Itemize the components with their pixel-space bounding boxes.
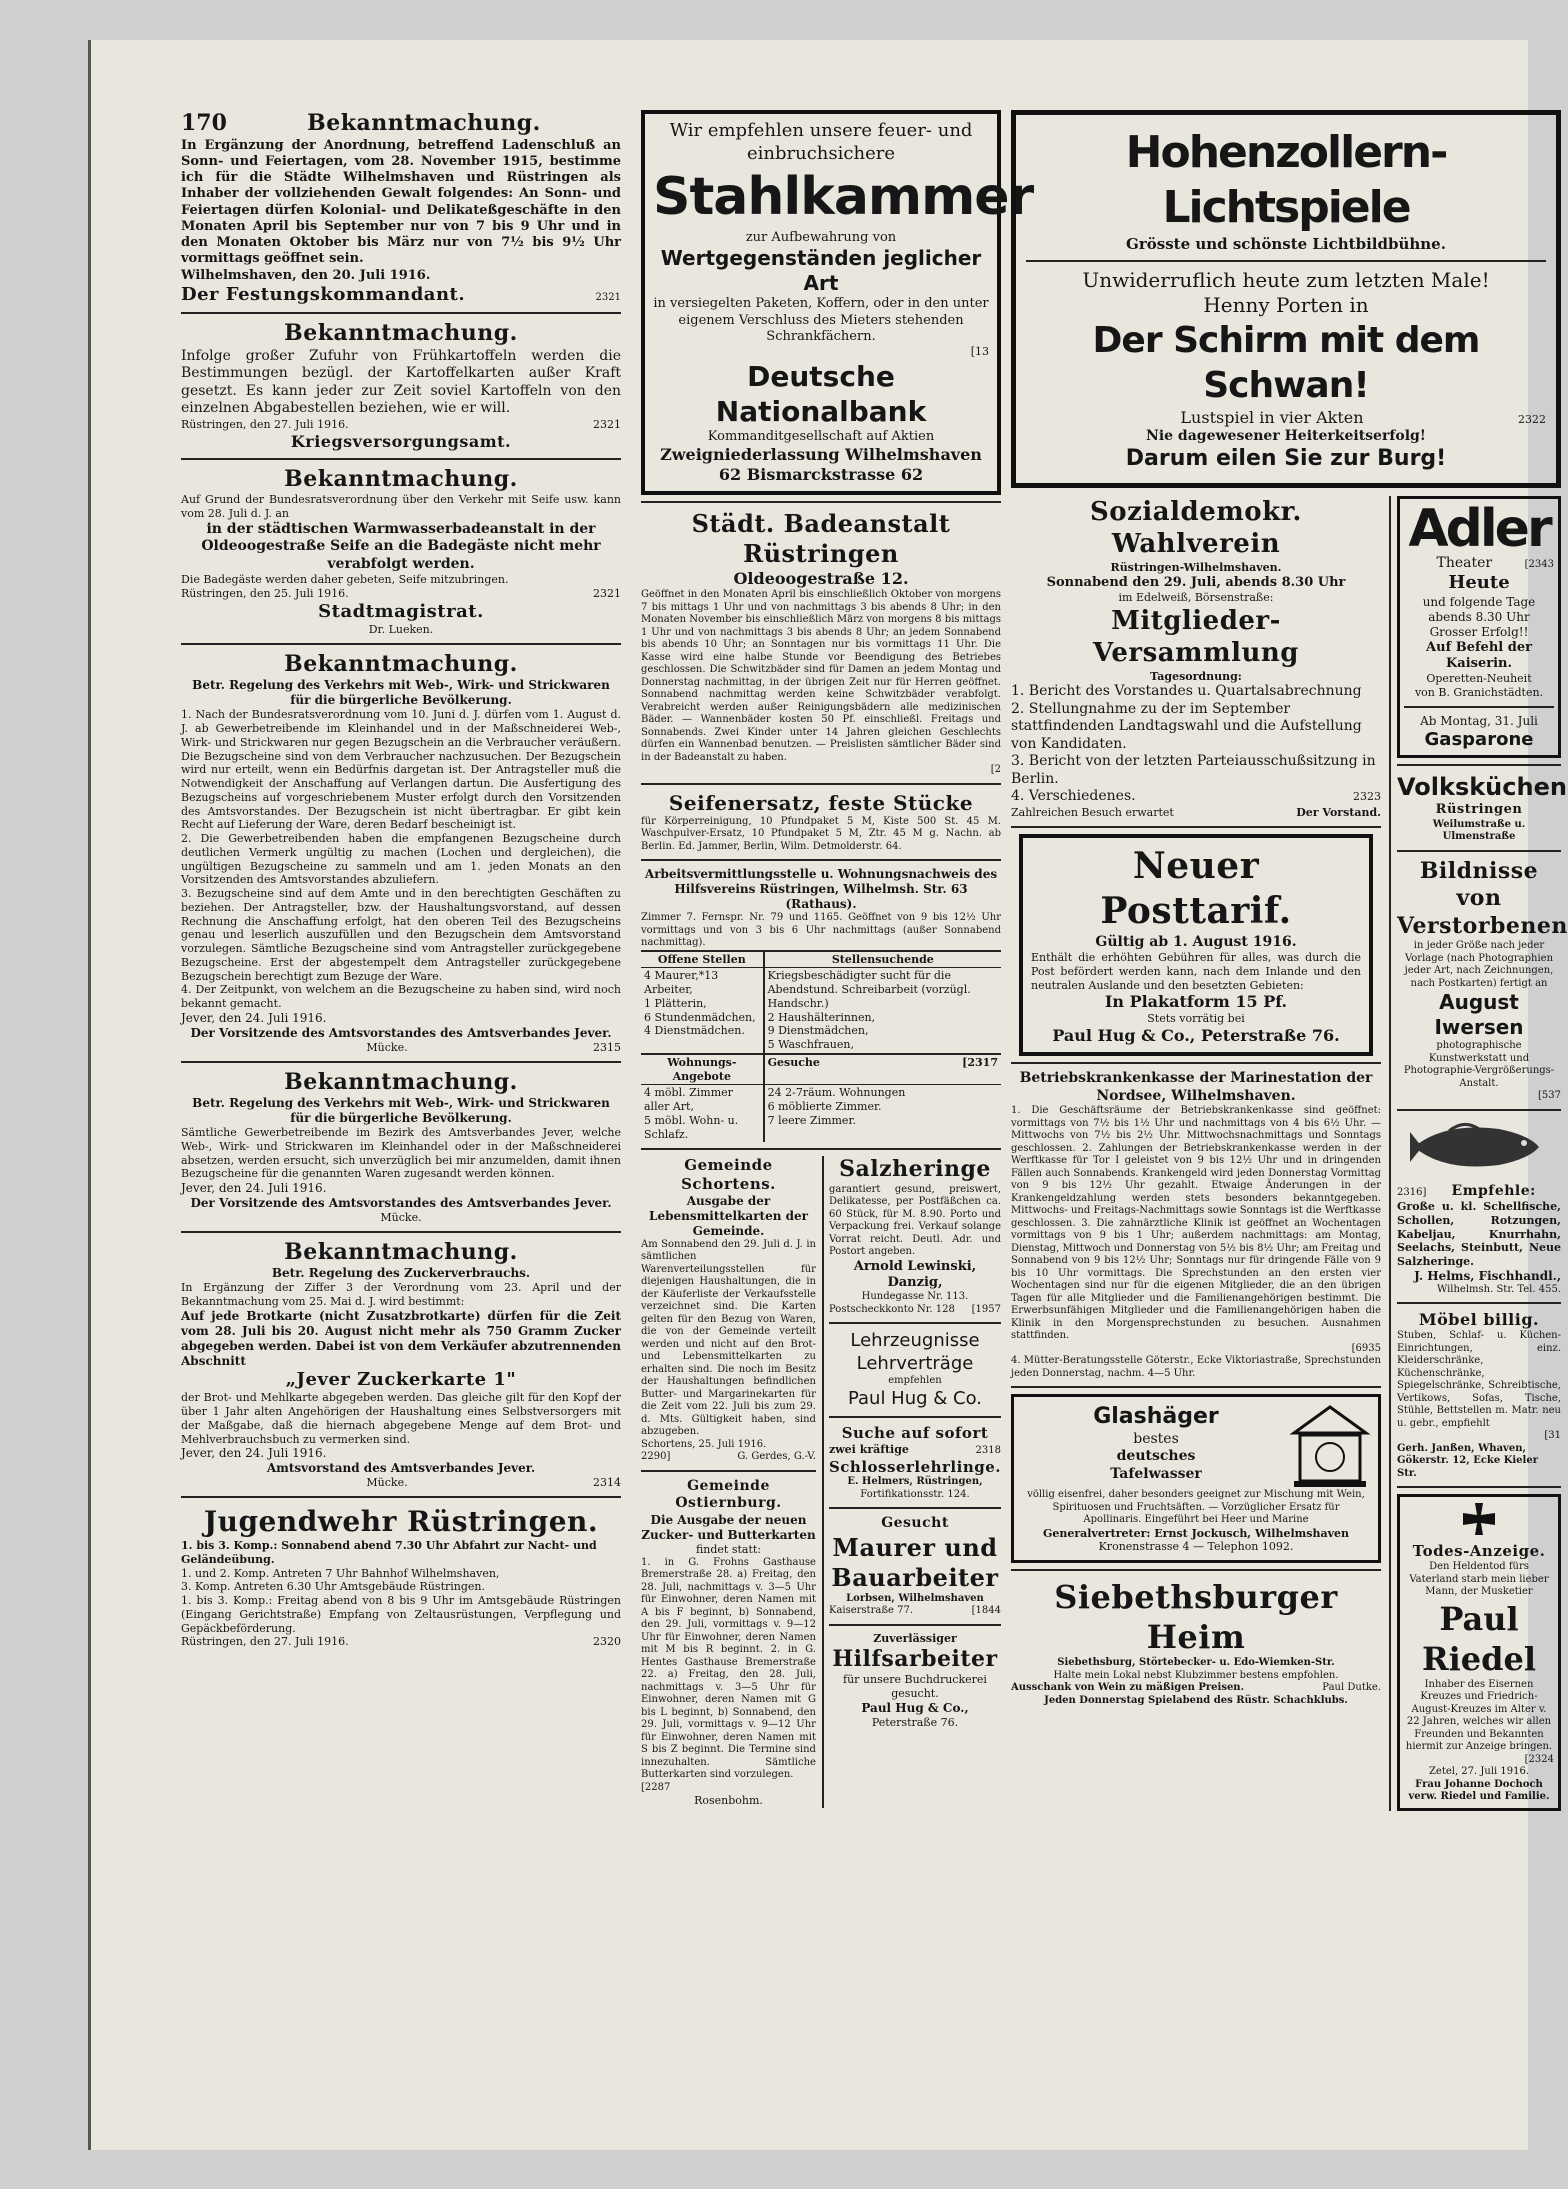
jugendwehr-line-3: 3. Komp. Antreten 6.30 Uhr Amtsgebäude Rüstringen. <box>181 1580 485 1594</box>
notice-4-para-1: 1. Nach der Bundesratsverordnung vom 10. Juni d. J. dürfen vom 1. August d. J. ab Gewerbetreibende im Kleinhandel und in der Maßschneiderei Web-, Wirk- und Strickwaren nur gegen Bezugschein an die Verbraucher veräußern. Die Bezugscheine sind von dem Verbraucher nachzusuchen. Der Bezugschein wird nur erteilt, wenn ein Bedürfnis dargetan ist. Der Antragsteller muß die Notwendigkeit der Anschaffung auf Verlangen dartun. Die Ausfertigung des Bezugscheins auf vorgeschriebenem Muster erfolgt durch den Vorsitzenden des Amtsvorstandes. Der Bezugschein ist nicht übertragbar. Er gibt kein Recht auf Lieferung der Ware, deren Bedarf bescheinigt ist. <box>181 708 621 832</box>
ostiernburg-title: Gemeinde Ostiernburg. <box>675 1477 782 1512</box>
stahlkammer-ad <box>641 110 1034 495</box>
col-header-offene-stellen: Offene Stellen <box>657 952 746 966</box>
divider <box>829 1322 1001 1324</box>
col2-split-section <box>641 1156 1001 1808</box>
divider <box>1026 260 1546 262</box>
todes-name-2: Riedel <box>1422 1639 1536 1678</box>
notice-6-text2: der Brot- und Mehlkarte abgegeben werden. Das gleiche gilt für den Kopf der über 1 Jahr alten Angehörigen der Haushaltung eines Selbstversorgers mit der Maßgabe, daß die hiernach abgegebene Menge auf dem Brot- und Mehlverbrauchsbuch zu vermerken sind. <box>181 1391 621 1446</box>
siebethsburg-line-2: Ausschank von Wein zu mäßigen Preisen. <box>1011 1682 1245 1693</box>
notice-4-number: 2315 <box>593 1040 621 1054</box>
bkk-title: Betriebskrankenkasse der Marinestation der Nordsee, Wilhelmshaven. <box>1019 1070 1373 1104</box>
hohenzollern-number: 2322 <box>1518 412 1546 426</box>
todes-date: Zetel, 27. Juli 1916. <box>1428 1766 1530 1777</box>
maurer-number: [1844 <box>971 1605 1001 1617</box>
fisch-name: J. Helms, Fischhandl., <box>1414 1268 1561 1283</box>
lehrzeugnisse-line-2: Lehrverträge <box>856 1352 974 1374</box>
list-item: 6 Stundenmädchen, <box>644 1010 756 1024</box>
gesuche-list <box>764 1085 1001 1143</box>
bkk-text: 1. Die Geschäftsräume der Betriebskrankenkasse sind geöffnet: vormittags von 7½ bis 1½ Uhr und nachmittags von 4 bis 6½ Uhr. — Mittwochs von 7½ bis 2½ Uhr. Mittwochsnachmittags und Sonntags geschlossen. 2. Zahlungen der Betriebskrankenkasse werden in der Werftkasse für Tor I geleistet von 9 bis 12½ Uhr und in dringenden Fällen auch Sonnabends. Krankengeld wird jeden Donnerstag Vormittag von 9 bis 12½ Uhr gezahlt. Etwaige Änderungen in der Krankengeldzahlung werden stets besonders bekanntgegeben. Mittwochs- und Freitags-Nachmittags sowie Sonntags ist die Werftkasse geschlossen. 3. Die zahnärztliche Klinik ist geöffnet an Wochentagen vormittags von 9 bis 1 Uhr; außerdem nachmittags: am Montag, Dienstag, Mittwoch und Donnerstag von 5½ bis 8½ Uhr; am Freitag und Sonnabend von 9 bis 12½ Uhr; Sonntags nur für dringende Fälle von 9 bis 10 Uhr vormittags. Die Sprechstunden an den ersten vier Wochentagen sind nur für die eigenen Mitglieder, die an den übrigen Tagen für alle Mitglieder und die Familienangehörigen bestimmt. Die Erwerbsunfähigen Mitglieder und die Familienangehörigen haben die Klinik in den Morgensprechstunden zu besuchen. Ausnahmen stattfinden. <box>1011 1105 1381 1341</box>
adler-line-3: abends 8.30 Uhr <box>1428 609 1530 624</box>
list-item: 24 2-7räum. Wohnungen <box>767 1086 906 1100</box>
badeanstalt-subtitle: Oldeoogestraße 12. <box>733 569 909 588</box>
agenda-item-2: 2. Stellungnahme zu der im September stattfindenden Landtagswahl und die Aufstellung von Kandidaten. <box>1011 700 1362 752</box>
adler-line-9: Gasparone <box>1424 728 1534 750</box>
divider <box>181 1496 621 1498</box>
siebethsburg-line-3: Jeden Donnerstag Spielabend des Rüstr. Schachklubs. <box>1044 1694 1348 1706</box>
salzheringe-postscheck: Postscheckkonto Nr. 128 <box>828 1303 955 1315</box>
col-header-wohnungs-angebote: Wohnungs-Angebote <box>667 1055 737 1083</box>
wahlverein-subtitle: Rüstringen-Wilhelmshaven. <box>1110 560 1282 574</box>
posttarif-subtitle: Gültig ab 1. August 1916. <box>1095 933 1297 950</box>
list-item: 5 Waschfrauen, <box>767 1038 854 1051</box>
temple-logo-icon <box>1290 1403 1370 1489</box>
adler-line-4: Grosser Erfolg!! <box>1429 624 1529 639</box>
schlosser-subtitle: zwei kräftige <box>828 1443 909 1456</box>
salzheringe-name: Arnold Lewinski, Danzig, <box>853 1258 977 1290</box>
schortens-text: Am Sonnabend den 29. Juli d. J. in sämtlichen Warenverteilungsstellen für diejenigen Haushaltungen, die in der Käuferliste der Verkaufsstelle verzeichnet sind. Die Karten gelten für den Bezug von Waren, die von der Gemeinde verteilt werden und nicht auf den Brot- und Lebensmittelkarten zu erhalten sind. Die noch im Besitz der Haushaltungen befindlichen Butter- und Margarinekarten für die Zeit vom 22. Juli bis zum 29. d. Mts. Gültigkeit haben, sind abzugeben. <box>641 1238 816 1438</box>
notice-4-heading: Bekanntmachung. <box>284 650 518 677</box>
list-item: 4 Dienstmädchen. <box>644 1024 745 1038</box>
adler-line-8: Ab Montag, 31. Juli <box>1420 713 1538 728</box>
ostiernburg-subtitle-2: findet statt: <box>695 1542 762 1556</box>
hohenzollern-line-5: Darum eilen Sie zur Burg! <box>1125 446 1447 472</box>
divider <box>641 1148 1001 1150</box>
notice-4-subject: Betr. Regelung des Verkehrs mit Web-, Wirk- und Strickwaren für die bürgerliche Bevölkerung. <box>192 678 610 708</box>
stellensuchende-list <box>764 968 1001 1054</box>
maurer-name: Lorbsen, Wilhelmshaven <box>846 1592 984 1604</box>
col-header-stellensuchende: Stellensuchende <box>764 951 1001 968</box>
divider <box>641 783 1001 785</box>
notice-3-signature-name: Dr. Lueken. <box>368 623 434 636</box>
notice-6-signature: Amtsvorstand des Amtsverbandes Jever. <box>266 1461 536 1476</box>
ostiernburg-number: [2287 <box>641 1781 671 1793</box>
todes-number: [2324 <box>1524 1753 1554 1765</box>
notice-4-para-2: 2. Die Gewerbetreibenden haben die empfangenen Bezugscheine durch deutlichen Vermerk ungültig zu machen (Lochen und dergleichen), die ungültigen Bezugscheine zu sammeln und am 1. jeden Monats an den Vorsitzenden des Amtsvorstandes abzuliefern. <box>181 832 621 887</box>
todes-signature: Frau Johanne Dochoch verw. Riedel und Familie. <box>1408 1778 1550 1802</box>
adler-theater-ad <box>1397 496 1561 759</box>
bildnisse-text: in jeder Größe nach jeder Vorlage (nach Photographien jeder Art, nach Zeichnungen, nach Postkarten) fertigt an <box>1404 940 1554 989</box>
salzheringe-text: garantiert gesund, preiswert, Delikatesse, per Postfäßchen ca. 60 Stück, für M. 8.90. Porto und Verpackung frei. Verkauf solange Vorrat reicht. Deutl. Adr. und Postort angeben. <box>828 1183 1001 1258</box>
maurer-big-1: Maurer und <box>832 1532 998 1562</box>
todes-text: Den Heldentod fürs Vaterland starb mein lieber Mann, der Musketier <box>1409 1561 1549 1597</box>
divider <box>1011 826 1381 828</box>
gesuche-label: Gesuche <box>767 1055 820 1069</box>
divider <box>181 1231 621 1233</box>
moebel-name: Gerh. Janßen, Whaven, Gökerstr. 12, Ecke Kieler Str. <box>1397 1442 1538 1479</box>
hilfsarbeiter-name: Paul Hug & Co., <box>861 1700 969 1715</box>
list-item: 9 Dienstmädchen, <box>767 1024 869 1038</box>
notice-2-text: Infolge großer Zufuhr von Frühkartoffeln werden die Bestimmungen bezügl. der Kartoffelkarten außer Kraft gesetzt. Es kann jeder zur Zeit soviel Kartoffeln von den einzelnen Abgabestellen beziehen, wie er will. <box>181 347 621 417</box>
seifenersatz-title: Seifenersatz, feste Stücke <box>668 790 974 815</box>
hohenzollern-line-3: Lustspiel in vier Akten <box>1180 407 1364 427</box>
glashaeger-title: Glashäger <box>1093 1404 1219 1429</box>
fish-icon <box>1404 1117 1554 1177</box>
maurer-intro: Gesucht <box>881 1515 949 1532</box>
adler-line-2: und folgende Tage <box>1422 594 1536 609</box>
lehrzeugnisse-ad <box>829 1330 1001 1410</box>
hohenzollern-line-4: Nie dagewesener Heiterkeitserfolg! <box>1146 427 1426 444</box>
divider <box>181 643 621 645</box>
schortens-date: Schortens, 25. Juli 1916. <box>641 1438 767 1450</box>
stahlkammer-line-3: Wertgegenständen jeglicher Art <box>660 246 982 296</box>
page-number: 170 <box>181 110 227 136</box>
posttarif-line-3: Paul Hug & Co., Peterstraße 76. <box>1052 1026 1340 1045</box>
notice-6-subject: Betr. Regelung des Zuckerverbrauchs. <box>271 1266 531 1281</box>
jugendwehr-date: Rüstringen, den 27. Juli 1916. <box>181 1635 349 1649</box>
fisch-address: Wilhelmsh. Str. Tel. 455. <box>1436 1283 1561 1295</box>
notice-5-heading: Bekanntmachung. <box>284 1068 518 1095</box>
col3-row-1-left <box>1011 496 1381 1811</box>
hohenzollern-film-title: Der Schirm mit dem Schwan! <box>1092 319 1480 406</box>
siebethsburg-subtitle: Siebethsburg, Störtebecker- u. Edo-Wiemken-Str. <box>1057 1657 1335 1668</box>
adler-title: Adler <box>1408 498 1550 559</box>
salzheringe-title: Salzheringe <box>839 1156 991 1183</box>
jugendwehr-line-2: 1. und 2. Komp. Antreten 7 Uhr Bahnhof Wilhelmshaven, <box>181 1566 500 1580</box>
schlosser-title: Suche auf sofort <box>841 1424 989 1443</box>
divider <box>829 1416 1001 1418</box>
notice-3-signature: Stadtmagistrat. <box>318 600 484 622</box>
schortens-signature: G. Gerdes, G.-V. <box>737 1451 816 1463</box>
notice-5-signature-name: Mücke. <box>380 1211 422 1224</box>
divider <box>1397 764 1561 766</box>
notice-2-number: 2321 <box>593 417 621 431</box>
todes-title: Todes-Anzeige. <box>1412 1542 1546 1561</box>
adler-line-6: Operetten-Neuheit <box>1426 672 1532 686</box>
wahlverein-tagesordnung: Tagesordnung: <box>1150 669 1242 683</box>
notice-6-text: In Ergänzung der Ziffer 3 der Verordnung vom 23. April und der Bekanntmachung vom 25. Mai d. J. wird bestimmt: <box>181 1281 621 1308</box>
posttarif-line-1: In Plakatform 15 Pf. <box>1104 992 1288 1012</box>
agenda-item-3: 3. Bericht von der letzten Parteiausschußsitzung in Berlin. <box>1011 753 1376 787</box>
posttarif-ad <box>1019 834 1373 1057</box>
newspaper-page <box>88 40 1568 2150</box>
ostiernburg-signature: Rosenbohm. <box>694 1794 763 1807</box>
list-item: 1 Plätterin, <box>644 996 707 1010</box>
ostiernburg-subtitle: Die Ausgabe der neuen Zucker- und Butterkarten <box>641 1512 816 1542</box>
maurer-address: Kaiserstraße 77. <box>828 1605 914 1617</box>
notice-3-heading: Bekanntmachung. <box>284 465 518 492</box>
notice-3-text2: Die Badegäste werden daher gebeten, Seife mitzubringen. <box>181 573 509 586</box>
notice-4-signature-name: Mücke. <box>366 1040 408 1054</box>
volkskuechen-subtitle: Rüstringen <box>1435 802 1523 818</box>
bkk-number: [6935 <box>1351 1342 1381 1354</box>
schortens-title: Gemeinde Schortens. <box>681 1156 776 1193</box>
divider <box>1011 1062 1381 1064</box>
bildnisse-text-2: photographische Kunstwerkstatt und Photographie-Vergrößerungs-Anstalt. <box>1403 1040 1555 1089</box>
notice-5-date: Jever, den 24. Juli 1916. <box>181 1181 327 1195</box>
wahlverein-date: Sonnabend den 29. Juli, abends 8.30 Uhr <box>1046 574 1346 590</box>
schortens-subtitle: Ausgabe der Lebensmittelkarten der Gemeinde. <box>649 1193 808 1238</box>
hohenzollern-subtitle: Grösste und schönste Lichtbildbühne. <box>1126 235 1446 253</box>
stahlkammer-number: [13 <box>970 345 989 358</box>
fisch-title: Empfehle: <box>1451 1182 1536 1199</box>
arbeitsvermittlung-title: Arbeitsvermittlungsstelle u. Wohnungsnachweis des Hilfsvereins Rüstringen, Wilhelmsh. Str. 63 (Rathaus). <box>644 867 998 911</box>
notice-3-bold: in der städtischen Warmwasserbadeanstalt in der Oldeoogestraße Seife an die Badegäste nicht mehr verabfolgt werden. <box>201 520 601 572</box>
wahlverein-signature: Der Vorstand. <box>1296 805 1381 819</box>
volkskuechen-title: Volksküchen <box>1397 773 1567 802</box>
hohenzollern-line-1: Unwiderruflich heute zum letzten Male! <box>1082 267 1490 292</box>
notice-6-date: Jever, den 24. Juli 1916. <box>181 1446 327 1461</box>
badeanstalt-title: Städt. Badeanstalt Rüstringen <box>691 509 951 568</box>
bildnisse-title-1: Bildnisse von <box>1419 857 1539 911</box>
adler-line-5: Auf Befehl der Kaiserin. <box>1426 639 1532 671</box>
salzheringe-number: [1957 <box>971 1303 1001 1315</box>
divider <box>1011 1386 1381 1388</box>
column-1 <box>181 110 621 1649</box>
list-item: 4 möbl. Zimmer aller Art, <box>644 1086 733 1113</box>
posttarif-title: Neuer Posttarif. <box>1100 844 1292 932</box>
fisch-text: Große u. kl. Schellfische, Schollen, Rotzungen, Kabeljau, Knurrhahn, Seelachs, Steinbutt, Neue Salzheringe. <box>1397 1200 1561 1268</box>
jugendwehr-line-1: 1. bis 3. Komp.: Sonnabend abend 7.30 Uhr Abfahrt zur Nacht- und Geländeübung. <box>181 1539 597 1566</box>
divider <box>641 501 1001 503</box>
wahlverein-big: Mitglieder-Versammlung <box>1093 605 1299 668</box>
ostiernburg-text: 1. in G. Frohns Gasthause Bremerstraße 28. a) Freitag, den 28. Juli, nachmittags v. 3—5 Uhr für Einwohner, deren Namen mit A bis F beginnt, b) Sonnabend, den 29. Juli, vormittags v. 9—12 Uhr für Einwohner, deren Namen mit M bis R beginnt. 2. in G. Hentes Gasthause Bremerstraße 22. a) Freitag, den 28. Juli, nachmittags v. 3—5 Uhr für Einwohner, deren Namen mit G bis L beginnt, b) Sonnabend, den 29. Juli, vormittags v. 9—12 Uhr für Einwohner, deren Namen mit S bis Z beginnt. Die Termine sind innezuhalten. Sämtliche Butterkarten sind vorzulegen. <box>641 1556 816 1780</box>
bank-line-1: Kommanditgesellschaft auf Aktien <box>707 428 935 444</box>
agenda-item-4: 4. Verschiedenes. <box>1011 788 1136 805</box>
moebel-text: Stuben, Schlaf- u. Küchen-Einrichtungen, einz. Kleiderschränke, Küchenschränke, Spiegelschränke, Schreibtische, Vertikows, Sofas, Tische, Stühle, Bettstellen m. Matr. neu u. gebr., empfiehlt <box>1397 1330 1561 1429</box>
offene-stellen-list <box>641 968 764 1054</box>
jugendwehr-line-4: 1. bis 3. Komp.: Freitag abend von 8 bis 9 Uhr im Amtsgebäude Rüstringen (Eingang Gerichtstraße) Empfang von Zeltausrüstungen, Verpflegung und Gepäckbeförderung. <box>181 1594 621 1635</box>
wohnungen-number: [2317 <box>962 1055 998 1069</box>
agenda-item-1: 1. Bericht des Vorstandes u. Quartalsabrechnung <box>1011 683 1362 700</box>
notice-4-para-3: 3. Bezugscheine sind auf dem Amte und in den berechtigten Geschäften zu beziehen. Der Antragsteller, bzw. der Haushaltungsvorstand, auf dessen Rechnung die Anschaffung erfolgt, hat den oberen Teil des Bezugscheins genau und leserlich auszufüllen und den Bezugschein dem Amtsvorstand vorzulegen. Sämtliche Bezugscheine sind vom Antragsteller zurückgegebene Bezugscheine. Erst der abgestempelt dem Antragsteller zurückgegebene Bezugschein berechtigt zum Bezuge der Ware. <box>181 887 621 983</box>
schlosser-number: 2318 <box>975 1445 1001 1456</box>
notice-6-heading: Bekanntmachung. <box>284 1238 518 1265</box>
siebethsburg-text: Halte mein Lokal nebst Klubzimmer bestens empfohlen. <box>1053 1669 1339 1681</box>
notice-5-subject: Betr. Regelung des Verkehrs mit Web-, Wirk- und Strickwaren für die bürgerliche Bevölkerung. <box>192 1096 610 1125</box>
arbeitsvermittlung-table <box>641 950 1001 1143</box>
posttarif-text: Enthält die erhöhten Gebühren für alles, was durch die Post befördert werden kann, nach dem Inlande und den neutralen Auslande und den besetzten Gebieten: <box>1031 951 1361 992</box>
glashaeger-text: völlig eisenfrei, daher besonders geeignet zur Mischung mit Wein, Spirituosen und Fruchtsäften. — Vorzüglicher Ersatz für Apollinaris. Eingeführt bei Heer und Marine <box>1027 1489 1365 1525</box>
lehrzeugnisse-line-4: Paul Hug & Co. <box>847 1387 982 1409</box>
divider <box>181 458 621 460</box>
notice-4-signature: Der Vorsitzende des Amtsvorstandes des Amtsverbandes Jever. <box>190 1025 612 1040</box>
stahlkammer-line-2: zur Aufbewahrung von <box>745 230 897 245</box>
hilfsarbeiter-intro: Zuverlässiger <box>873 1631 957 1645</box>
col3-row-1-right <box>1389 496 1568 1811</box>
notice-5-signature: Der Vorsitzende des Amtsvorstandes des Amtsverbandes Jever. <box>190 1196 612 1210</box>
divider <box>181 312 621 314</box>
salzheringe-address: Hundegasse Nr. 113. <box>861 1291 969 1303</box>
divider <box>181 1061 621 1063</box>
fisch-number: 2316] <box>1397 1186 1427 1198</box>
notice-2-heading: Bekanntmachung. <box>284 320 518 347</box>
notice-5-text: Sämtliche Gewerbetreibende im Bezirk des Amtsverbandes Jever, welche Web-, Wirk- und Strickwaren im Kleinhandel oder in der Maßschneiderei absetzen, werden ersucht, sich unverzüglich bei mir anzumelden, damit ihnen Bezugscheine für die genannten Waren zugesandt werden können. <box>181 1126 621 1181</box>
list-item: 6 möblierte Zimmer. <box>767 1100 882 1113</box>
notice-1-number: 2321 <box>595 291 621 303</box>
notice-1-signature: Der Festungskommandant. <box>181 283 466 305</box>
column-3 <box>1011 110 1568 1811</box>
notice-2-signature: Kriegsversorgungsamt. <box>290 431 512 451</box>
glashaeger-ad <box>1011 1394 1381 1563</box>
bank-name: Deutsche Nationalbank <box>715 359 927 428</box>
divider <box>1397 1302 1561 1304</box>
list-item: 7 leere Zimmer. <box>767 1113 856 1127</box>
seifenersatz-text: für Körperreinigung, 10 Pfundpaket 5 M, Kiste 500 St. 45 M. Waschpulver-Ersatz, 10 Pfundpaket 5 M, Ztr. 45 M g. Nachn. ab Berlin. Ed. Jammer, Berlin, Wilm. Detmolderstr. 64. <box>641 815 1001 852</box>
siebethsburg-title: Siebethsburger Heim <box>1054 1578 1338 1656</box>
notice-6-bold: Auf jede Brotkarte (nicht Zusatzbrotkarte) dürfen für die Zeit vom 28. Juli bis 20. August nicht mehr als 750 Gramm Zucker abgegeben werden. Dabei ist von dem Verkäufer abzutrennenden Abschnitt <box>181 1308 621 1368</box>
hohenzollern-line-2: Henny Porten in <box>1203 292 1369 317</box>
col2-right-sub <box>822 1156 1001 1808</box>
todes-text-2: Inhaber des Eisernen Kreuzes und Friedrich-August-Kreuzes im Alter v. 22 Jahren, welches wir allen Freunden und Bekannten hiermit zur Anzeige bringen. <box>1405 1678 1553 1752</box>
schlosser-big: Schlosserlehrlinge. <box>828 1457 1001 1476</box>
maurer-big-2: Bauarbeiter <box>831 1562 999 1592</box>
col-header-gesuche <box>764 1054 1001 1085</box>
notice-4-para-4: 4. Der Zeitpunkt, von welchem an die Bezugscheine zu haben sind, wird noch bekannt gemacht. <box>181 983 621 1010</box>
stahlkammer-intro: Wir empfehlen unsere feuer- und einbruchsichere <box>669 120 973 164</box>
glashaeger-address: Kronenstrasse 4 — Telephon 1092. <box>1098 1540 1294 1554</box>
schortens-number: 2290] <box>641 1451 671 1463</box>
siebethsburg-signature: Paul Dutke. <box>1322 1682 1381 1693</box>
arbeitsvermittlung-text: Zimmer 7. Fernspr. Nr. 79 und 1165. Geöffnet von 9 bis 12½ Uhr vormittags und von 3 bis 6 Uhr nachmittags (außer Sonnabend nachmittag). <box>641 912 1001 948</box>
adler-line-7: von B. Granichstädten. <box>1414 686 1544 699</box>
divider <box>829 1507 1001 1509</box>
divider <box>1397 1486 1561 1488</box>
bkk-item-4: 4. Mütter-Beratungsstelle Göterstr., Ecke Viktoriastraße, Sprechstunden jeden Donnerstag, nachm. 4—5 Uhr. <box>1011 1355 1381 1379</box>
notice-1-heading: Bekanntmachung. <box>307 110 541 136</box>
hilfsarbeiter-text: für unsere Buchdruckerei gesucht. <box>843 1673 987 1700</box>
notice-1-text: In Ergänzung der Anordnung, betreffend Ladenschluß an Sonn- und Feiertagen, vom 28. November 1915, bestimme ich für die Städte Wilhelmshaven und Rüstringen als Inhaber der vollziehenden Gewalt folgendes: An Sonn- und Feiertagen dürfen Kolonial- und Delikateßgeschäfte in den Monaten April bis September nur von 7 bis 9 Uhr und in den Monaten Oktober bis März nur von 7½ bis 9½ Uhr vormittags geöffnet sein. <box>181 137 621 267</box>
notice-3-text: Auf Grund der Bundesratsverordnung über den Verkehr mit Seife usw. kann vom 28. Juli d. J. an <box>181 493 621 520</box>
notice-6-card: „Jever Zuckerkarte 1" <box>285 1368 517 1390</box>
jugendwehr-number: 2320 <box>593 1635 621 1649</box>
divider <box>1011 1569 1381 1571</box>
jugendwehr-heading: Jugendwehr Rüstringen. <box>203 1505 599 1538</box>
notice-1-date: Wilhelmshaven, den 20. Juli 1916. <box>181 267 431 283</box>
wahlverein-place: im Edelweiß, Börsenstraße: <box>1118 590 1274 604</box>
divider <box>641 1470 816 1472</box>
hohenzollern-title: Hohenzollern-Lichtspiele <box>1125 127 1447 233</box>
badeanstalt-number: [2 <box>990 764 1001 775</box>
badeanstalt-text: Geöffnet in den Monaten April bis einschließlich Oktober von morgens 7 bis mittags 1 Uhr und von nachmittags 3 bis abends 8 Uhr; in den Monaten November bis einschließlich März von morgens 8 bis mittags 1 Uhr und von nachmittags 3 bis abends 8 Uhr; an jedem Sonnabend bis abends 10 Uhr; an Sonntagen nur bis vormittags 11 Uhr. Die Kasse wird eine halbe Stunde vor Beendigung des Betriebes geschlossen. Die Schwitzbäder sind für Damen an jedem Montag und Donnerstag nachmittag, in der übrigen Zeit nur für Herren geöffnet. Sonnabend nachmittag werden keine Schwitzbäder verabfolgt. Verabreicht werden außer Reinigungsbädern alle medizinischen Bäder. — Wannenbäder kosten 50 Pf. einschließl. Freitags und Sonnabends. Zwei Kinder unter 14 Jahren gleichen Geschlechts dürfen ein Wannenbad benutzen. — Preislisten sämtlicher Bäder sind in der Badeanstalt zu haben. <box>641 589 1001 763</box>
bank-line-2: Zweigniederlassung Wilhelmshaven <box>660 445 982 464</box>
lehrzeugnisse-line-1: Lehrzeugnisse <box>850 1330 980 1352</box>
stahlkammer-title: Stahlkammer <box>653 167 1034 227</box>
list-item: 4 Maurer,*13 Arbeiter, <box>644 969 719 996</box>
notice-3-date: Rüstringen, den 25. Juli 1916. <box>181 586 349 600</box>
glashaeger-general: Generalvertreter: Ernst Jockusch, Wilhelmshaven <box>1042 1526 1350 1540</box>
divider <box>1404 706 1554 708</box>
notice-6-number: 2314 <box>593 1476 621 1490</box>
iron-cross-icon <box>1461 1501 1497 1537</box>
schlosser-address: Fortifikationsstr. 124. <box>860 1488 970 1500</box>
stahlkammer-line-4: in versiegelten Paketen, Koffern, oder in den unter eigenem Verschluss des Mieters stehenden Schrankfächern. <box>653 296 989 344</box>
wahlverein-footer: Zahlreichen Besuch erwartet <box>1011 805 1174 819</box>
hilfsarbeiter-big: Hilfsarbeiter <box>832 1645 998 1672</box>
list-item: Kriegsbeschädigter sucht für die Abendstund. Schreibarbeit (vorzügl. Handschr.) <box>767 969 971 1010</box>
bank-line-3: 62 Bismarckstrasse 62 <box>718 465 924 484</box>
wahlverein-number: 2323 <box>1353 790 1381 804</box>
adler-subtitle: Theater <box>1436 554 1493 571</box>
lehrzeugnisse-line-3: empfehlen <box>888 1375 942 1387</box>
list-item: 5 möbl. Wohn- u. Schlafz. <box>644 1113 739 1141</box>
hilfsarbeiter-address: Peterstraße 76. <box>871 1715 959 1729</box>
bildnisse-name: August Iwersen <box>1434 990 1524 1039</box>
notice-4-date: Jever, den 24. Juli 1916. <box>181 1010 327 1025</box>
todes-anzeige <box>1397 1494 1561 1810</box>
divider <box>829 1624 1001 1626</box>
col2-left-sub <box>641 1156 816 1808</box>
glashaeger-line-2: deutsches <box>1116 1448 1196 1464</box>
adler-line-1: Heute <box>1448 572 1510 594</box>
schlosser-name: E. Helmers, Rüstringen, <box>847 1476 983 1488</box>
volkskuechen-address: Weilumstraße u. Ulmenstraße <box>1432 818 1526 842</box>
notice-2-date: Rüstringen, den 27. Juli 1916. <box>181 417 349 431</box>
moebel-number: [31 <box>1544 1430 1561 1442</box>
hohenzollern-ad <box>1011 110 1561 488</box>
todes-name-1: Paul <box>1439 1599 1519 1638</box>
divider <box>641 859 1001 861</box>
glashaeger-line-1: bestes <box>1133 1430 1179 1447</box>
wahlverein-title: Sozialdemokr. Wahlverein <box>1090 496 1302 560</box>
posttarif-line-2: Stets vorrätig bei <box>1147 1012 1245 1026</box>
bildnisse-title-2: Verstorbenen <box>1397 912 1568 939</box>
col3-row-1 <box>1011 496 1568 1811</box>
column-2 <box>641 110 1034 1808</box>
divider <box>1397 850 1561 852</box>
list-item: 2 Haushälterinnen, <box>767 1010 876 1024</box>
notice-6-signature-name: Mücke. <box>366 1476 408 1490</box>
glashaeger-line-3: Tafelwasser <box>1110 1465 1202 1482</box>
bildnisse-number: [537 <box>1538 1090 1561 1101</box>
adler-number: [2343 <box>1524 558 1554 570</box>
notice-3-number: 2321 <box>593 586 621 600</box>
wohnungs-angebote-list <box>641 1085 764 1143</box>
moebel-title: Möbel billig. <box>1418 1310 1540 1330</box>
divider <box>1397 1109 1561 1111</box>
